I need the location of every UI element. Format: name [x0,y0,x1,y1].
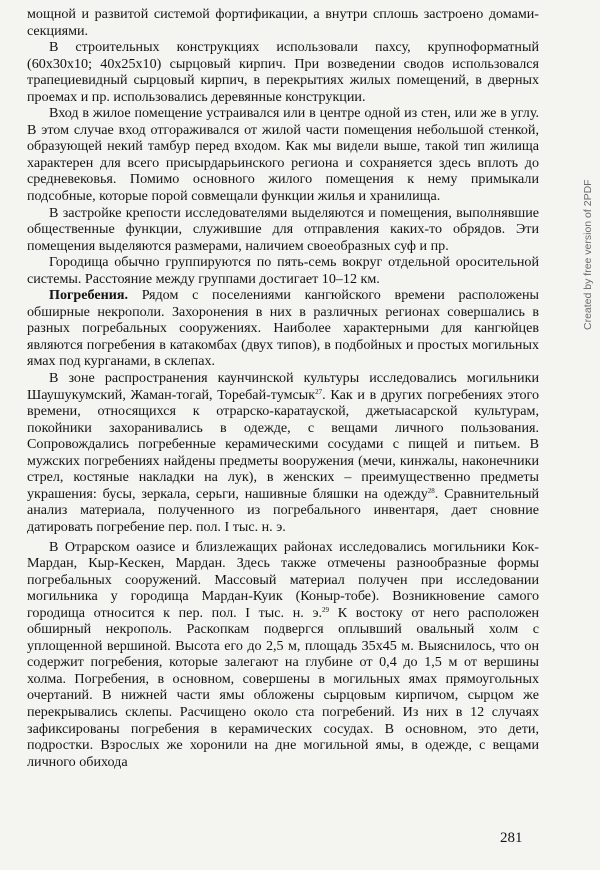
section-term-burials: Погребения. [49,287,129,304]
page-text [27,6,539,770]
paragraph-7-part-a: В Отрарском оазисе и близлежащих районах исследовались могильники Кок-Мардан, Кыр-Кескен, Мардан. Здесь также отмечены разнообразные формы погребальных сооружений. Массовый материал получен при исследовании могильника у городища Мардан-Куик (Коныр-тобе). Возникновение самого городища относится к пер. пол. I тыс. н. э. [27,538,539,621]
paragraph-2: Вход в жилое помещение устраивался или в центре одной из стен, или же в углу. В этом случае вход отгораживался от жилой части помещения небольшой стенкой, образующей некий тамбур перед входом. Как мы видели выше, такой тип жилища характерен для всего присырдарьинского региона и сохраняется здесь вплоть до средневековья. Помимо основного жилого помещения к нему примыкали подсобные, которые порой совмещали функции жилья и хранилища. [27,105,539,205]
paragraph-7-part-b: К востоку от него расположен обширный некрополь. Раскопкам подвергся оплывший овальный холм с уплощенной вершиной. Высота его до 2,5 м, площадь 35х45 м. Выяснилось, что он содержит погребения, которые залегают на глубине от 0,4 до 1,5 м от вершины холма. Погребения, в основном, совершены в могильных ямах прямоугольных очертаний. В нижней части ямы обложены сырцовым кирпичом, сырцом же перекрывались склепы. Расчищено около ста погребений. Из них в 12 случаях зафиксированы погребения в керамических сосудах. В основном, это дети, подростки. Взрослых же хоронили на дне могильной ямы, в одежде, с вещами личного обихода [27,604,540,770]
page-number: 281 [500,830,523,846]
paragraph-5-body: Рядом с поселениями кангюйского времени расположены обширные некрополи. Захоронения в них в различных регионах совершались в разных погребальных сооружениях. Наиболее характерными для кангюйцев являются погребения в катакомбах (двух типов), в подбойных и простых могильных ямах под курганами, в склепах. [27,287,539,370]
footnote-ref-28: 28 [427,486,435,495]
paragraph-1: В строительных конструкциях использовали пахсу, крупноформатный (60х30х10; 40х25х10) сырцовый кирпич. При возведении сводов использовался трапециевидный сырцовый кирпич, в перекрытиях жилых помещений, в дверных проемах и пр. использовались деревянные конструкции. [27,39,539,105]
paragraph-4: Городища обычно группируются по пять-семь вокруг отдельной оросительной системы. Расстояние между группами достигает 10–12 км. [27,254,539,287]
paragraph-7 [27,539,539,771]
paragraph-6-part-a: В зоне распространения каунчинской культуры исследовались могильники Шаушукумский, Жаман-тогай, Торебай-тумсык [27,370,539,403]
paragraph-6 [27,370,539,535]
footnote-ref-29: 29 [322,605,330,614]
paragraph-0: мощной и развитой системой фортификации, а внутри сплошь застроено домами-секциями. [27,6,539,39]
footnote-ref-27: 27 [315,387,323,396]
paragraph-6-part-c: . Сравнительный анализ материала, полученного из погребального инвентаря, дает сновние датировать погребение пер. пол. I тыс. н. э. [27,485,539,535]
paragraph-3: В застройке крепости исследователями выделяются и помещения, выполнявшие общественные функции, служившие для отправления каких-то обрядов. Эти помещения выделяются размерами, наличием своеобразных суф и пр. [27,204,539,254]
paragraph-6-part-b: . Как и в других погребениях этого времени, относящихся к отрарско-каратауской, джетыасарской культурам, покойники захоранивались в одежде, с вещами личного пользования. Сопровождались погребенные керамическими сосудами с пищей и питьем. В мужских погребениях найдены предметы вооружения (мечи, кинжалы, наконечники стрел, костяные накладки на лук), в женских – преимущественно предметы украшения: бусы, зеркала, серьги, нашивные бляшки на одежду [27,386,539,502]
watermark-text: Created by free version of 2PDF [582,179,594,330]
paragraph-5 [27,287,539,370]
